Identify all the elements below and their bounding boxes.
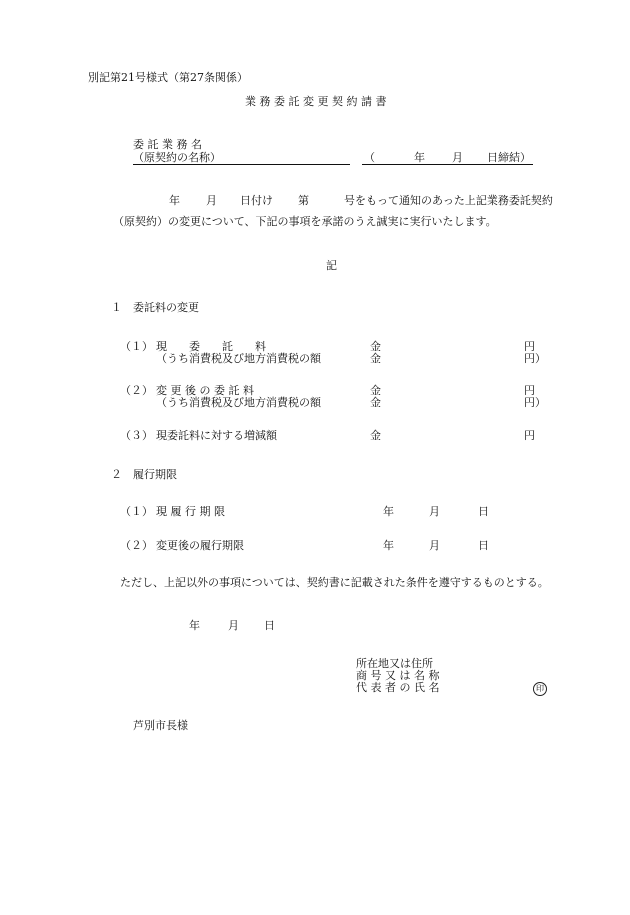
notice-line2: （原契約）の変更について、下記の事項を承諾のうえ誠実に実行いたします。 bbox=[113, 215, 497, 228]
item3-kin: 金 bbox=[370, 429, 381, 442]
item3-yen: 円 bbox=[524, 429, 535, 442]
item1-tax-label: （うち消費税及び地方消費税の額 bbox=[156, 352, 321, 365]
contract-date-year: 年 bbox=[414, 151, 425, 164]
deadline2-number: （２） bbox=[120, 539, 153, 552]
item3-number: （３） bbox=[120, 429, 153, 442]
addressee: 芦別市長様 bbox=[133, 719, 188, 732]
deadline2-day: 日 bbox=[478, 539, 489, 552]
notice-date-suffix: 日付け bbox=[240, 194, 273, 207]
deadline2-year: 年 bbox=[383, 539, 394, 552]
item1-kin: 金 bbox=[370, 340, 381, 353]
item2-tax-kin: 金 bbox=[370, 396, 381, 409]
contract-date-month: 月 bbox=[452, 151, 463, 164]
item1-yen: 円 bbox=[524, 340, 535, 353]
proviso-text: ただし、上記以外の事項については、契約書に記載された条件を遵守するものとする。 bbox=[120, 576, 549, 589]
seal-mark-icon: 印 bbox=[533, 682, 547, 696]
page-title: 業 務 委 託 変 更 契 約 請 書 bbox=[245, 95, 387, 108]
contractor-address-label: 所在地又は住所 bbox=[356, 657, 433, 670]
deadline1-number: （１） bbox=[120, 505, 153, 518]
deadline1-day: 日 bbox=[478, 505, 489, 518]
contract-date-underline bbox=[362, 164, 533, 165]
ki-heading: 記 bbox=[326, 259, 337, 272]
signature-year: 年 bbox=[189, 619, 200, 632]
contractor-trade-name-label: 商 号 又 は 名 称 bbox=[356, 669, 440, 682]
item2-number: （２） bbox=[120, 384, 153, 397]
item1-number: （１） bbox=[120, 340, 153, 353]
section2-heading: ２ 履行期限 bbox=[111, 468, 177, 481]
notice-line1-tail: 号をもって通知のあった上記業務委託契約 bbox=[344, 194, 553, 207]
contract-date-day: 日締結） bbox=[487, 151, 531, 164]
signature-day: 日 bbox=[264, 619, 275, 632]
item3-label: 現委託料に対する増減額 bbox=[156, 429, 277, 442]
notice-month: 月 bbox=[206, 194, 217, 207]
deadline2-label: 変更後の履行期限 bbox=[156, 539, 244, 552]
item1-tax-kin: 金 bbox=[370, 352, 381, 365]
item2-kin: 金 bbox=[370, 384, 381, 397]
item2-yen: 円 bbox=[524, 384, 535, 397]
original-contract-label: （原契約の名称） bbox=[133, 151, 221, 164]
contract-date-open: （ bbox=[364, 151, 375, 164]
notice-number-prefix: 第 bbox=[298, 194, 309, 207]
deadline2-month: 月 bbox=[429, 539, 440, 552]
item1-label: 現 委 託 料 bbox=[156, 340, 266, 353]
deadline1-label: 現 履 行 期 限 bbox=[156, 505, 225, 518]
contract-name-underline bbox=[133, 164, 350, 165]
contractor-representative-label: 代 表 者 の 氏 名 bbox=[356, 681, 440, 694]
item2-tax-label: （うち消費税及び地方消費税の額 bbox=[156, 396, 321, 409]
deadline1-month: 月 bbox=[429, 505, 440, 518]
signature-month: 月 bbox=[228, 619, 239, 632]
item1-tax-yen: 円） bbox=[524, 352, 546, 365]
section1-heading: １ 委託料の変更 bbox=[111, 301, 199, 314]
form-header: 別記第21号様式（第27条関係） bbox=[88, 71, 248, 84]
item2-tax-yen: 円） bbox=[524, 396, 546, 409]
deadline1-year: 年 bbox=[383, 505, 394, 518]
notice-year: 年 bbox=[169, 194, 180, 207]
contract-name-label: 委 託 業 務 名 bbox=[133, 138, 202, 151]
item2-label: 変 更 後 の 委 託 料 bbox=[156, 384, 254, 397]
